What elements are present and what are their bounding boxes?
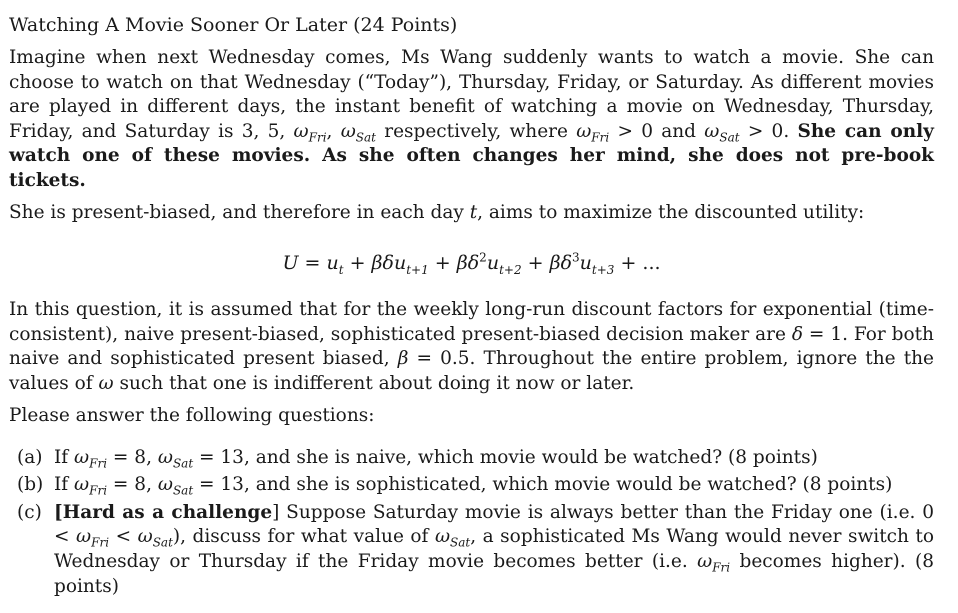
omega-symbol: ω [704, 120, 720, 142]
intro-text: Imagine when next Wednesday comes, Ms Wang suddenly wants to watch a movie. She can choose to watch on that Wednesday (“Today”), Thursday, Friday, or Saturday. As different movies are played in different days, the instant benefit of watching a movie on Wednesday, Thursday, Friday, and Saturday is 3, 5, [9, 47, 934, 142]
q-text: If [54, 474, 69, 496]
eq-u: u [393, 252, 407, 275]
question-c [9, 501, 934, 599]
omega-symbol: ω [293, 120, 309, 142]
q-text: becomes higher). (8 points) [54, 550, 934, 597]
question-a [9, 446, 934, 471]
assumption-paragraph [9, 298, 934, 396]
q-text: = 13, and she is naive, which movie would be watched? (8 points) [193, 446, 818, 468]
question-label: (a) [17, 446, 43, 468]
fri-subscript: Fri [89, 483, 108, 498]
eq-u: u [579, 252, 592, 275]
sat-subscript: Sat [450, 536, 471, 550]
eq-sub: t+3 [591, 262, 615, 277]
present-bias-text: She is present-biased, and therefore in each day [9, 201, 464, 223]
q-text: If [54, 446, 69, 468]
eq-lhs: U [282, 252, 299, 275]
sat-subscript: Sat [172, 483, 194, 498]
q-text: < [109, 526, 138, 548]
question-list [9, 446, 934, 600]
question-label: (b) [17, 474, 44, 496]
omega-symbol: ω [74, 474, 90, 496]
fri-subscript: Fri [308, 130, 327, 145]
eq-power: 3 [572, 250, 580, 265]
eq-sub: t [338, 262, 344, 277]
question-text [54, 501, 934, 599]
question-b [9, 473, 934, 498]
intro-paragraph [9, 46, 934, 194]
eq-u: u [326, 252, 339, 275]
questions-intro: Please answer the following questions: [9, 404, 375, 426]
q-text: , a sophisticated Ms Wang would never switch to Wednesday or Thursday if the Friday movie becomes better (i.e. [54, 526, 934, 572]
omega-symbol: ω [434, 526, 451, 548]
fri-subscript: Fri [91, 536, 110, 550]
q-text: = 13, and she is sophisticated, which movie would be watched? (8 points) [193, 474, 893, 496]
omega-symbol: ω [157, 446, 173, 468]
eq-plus: + [521, 252, 550, 275]
delta-value: = 1. [802, 323, 848, 345]
sat-subscript: Sat [355, 130, 376, 145]
utility-equation [9, 250, 934, 277]
fri-subscript: Fri [89, 456, 108, 471]
intro-bold-statement: She can only watch one of these movies. As she often changes her mind, she does not pre-book tickets. [9, 120, 934, 191]
eq-beta-delta: βδ [456, 252, 480, 275]
omega-symbol: ω [76, 526, 92, 548]
condition-text: > 0. [747, 120, 790, 142]
eq-power: 2 [479, 250, 487, 265]
eq-sign: = [298, 252, 327, 275]
assumption-text: Throughout the entire problem, ignore the the values of [9, 348, 935, 394]
assumption-text: For both naive and sophisticated present biased, [9, 323, 934, 370]
q-text: = 8, [107, 446, 158, 468]
present-bias-text: , aims to maximize the discounted utility: [477, 201, 865, 223]
delta-symbol: δ [791, 323, 803, 345]
comma: , [326, 120, 333, 142]
eq-plus: + [428, 252, 457, 275]
sat-subscript: Sat [172, 456, 194, 471]
eq-plus: + [343, 252, 372, 275]
question-text [54, 446, 934, 471]
var-t: t [469, 201, 478, 223]
sat-subscript: Sat [152, 536, 173, 550]
omega-symbol: ω [74, 446, 90, 468]
intro-text: respectively, where [384, 120, 568, 142]
eq-sub: t+2 [499, 262, 522, 277]
omega-symbol: ω [576, 120, 592, 142]
omega-symbol: ω [697, 550, 713, 572]
sat-subscript: Sat [719, 130, 740, 145]
q-text: ] Suppose Saturday movie is always better than the Friday one (i.e. 0 < [54, 501, 934, 548]
condition-text: > 0 and [617, 120, 697, 142]
question-text [54, 473, 934, 498]
problem-title: Watching A Movie Sooner Or Later (24 Points) [9, 14, 458, 36]
fri-subscript: Fri [712, 560, 731, 575]
question-label: (c) [17, 501, 42, 523]
eq-u: u [486, 252, 500, 275]
omega-symbol: ω [98, 372, 114, 394]
fri-subscript: Fri [591, 130, 610, 145]
challenge-tag: [Hard as a challenge [54, 501, 273, 523]
assumption-text: such that one is indifferent about doing it now or later. [119, 372, 635, 394]
beta-symbol: β [397, 348, 409, 370]
eq-beta-delta: βδ [371, 252, 394, 275]
present-bias-paragraph [9, 201, 934, 226]
eq-tail: + ... [614, 252, 661, 275]
q-text: = 8, [107, 474, 158, 496]
eq-sub: t+1 [406, 262, 429, 277]
omega-symbol: ω [340, 120, 356, 142]
omega-symbol: ω [157, 474, 173, 496]
beta-value: = 0.5. [408, 348, 476, 370]
assumption-text: In this question, it is assumed that for the weekly long-run discount factors for exponential (time-consistent), naive present-biased, sophisticated present-biased decision maker are [9, 299, 934, 345]
eq-beta-delta: βδ [549, 252, 573, 275]
q-text: ), discuss for what value of [172, 526, 429, 548]
omega-symbol: ω [137, 526, 153, 548]
